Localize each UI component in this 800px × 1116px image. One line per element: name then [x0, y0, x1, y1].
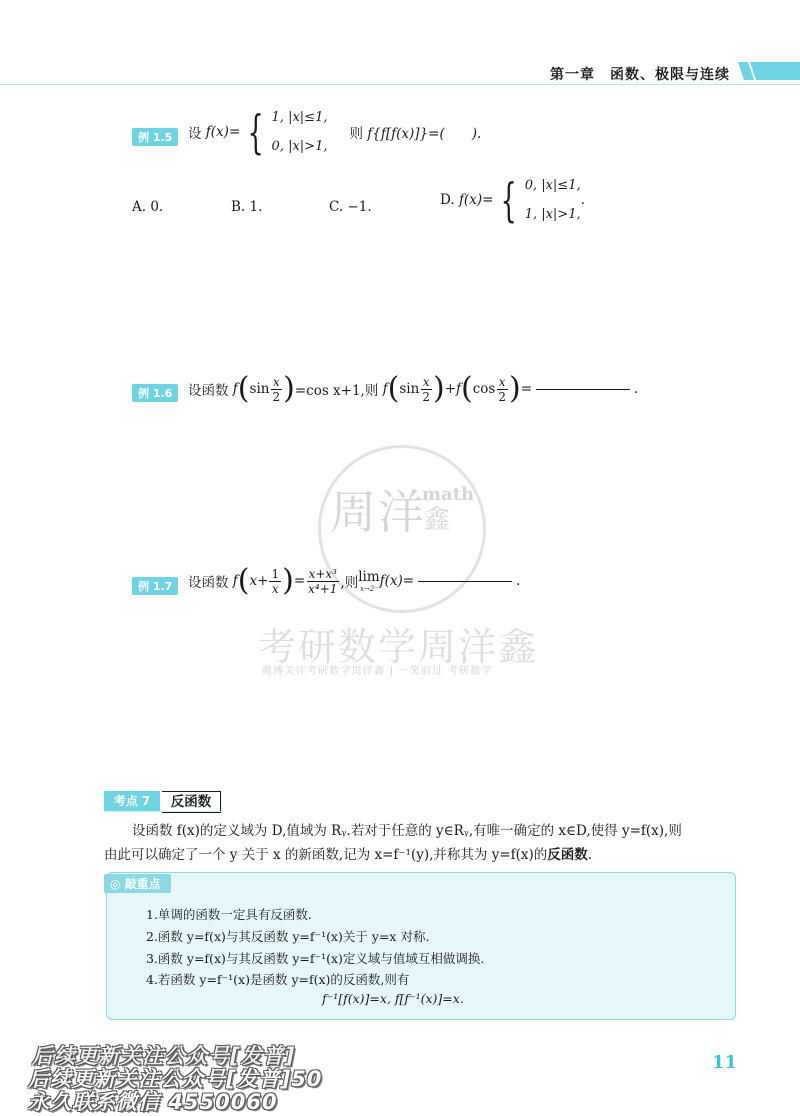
option-a: A. 0.	[132, 199, 164, 215]
limit-word: lim	[358, 569, 380, 585]
definition-line-2	[104, 842, 744, 868]
equals-sign: =	[520, 381, 533, 397]
f-symbol: f	[232, 381, 238, 397]
fraction	[420, 375, 432, 404]
case-2: 0, |x|>1,	[271, 139, 328, 154]
fraction-numerator: x	[498, 374, 506, 389]
fraction	[270, 375, 282, 404]
q-expr: f{f[f(x)]}=( ).	[367, 126, 482, 142]
fraction-numerator: x	[422, 374, 430, 389]
case-1: 0, |x|≤1,	[524, 178, 581, 193]
fraction	[306, 567, 339, 596]
example-1-6-question	[188, 371, 639, 406]
header-rule	[0, 84, 800, 85]
header-tab-decoration	[738, 62, 800, 80]
example-badge-1-6: 例 1.6	[132, 384, 178, 402]
q-end: .	[634, 381, 639, 397]
promo-line-3: 永久联系微信 4550060	[28, 1090, 278, 1114]
piecewise-cases	[272, 110, 328, 154]
definition-term: 反函数	[547, 847, 588, 863]
right-paren: )	[432, 371, 445, 406]
left-brace: {	[247, 105, 264, 159]
q-prefix: 设函数	[188, 383, 229, 399]
option-d-prefix: D.	[440, 192, 455, 208]
left-paren: (	[387, 371, 400, 406]
example-badge-1-7: 例 1.7	[132, 577, 178, 595]
f-symbol: f	[382, 381, 388, 397]
key-point-item: 4.若函数 y=f⁻¹(x)是函数 y=f(x)的反函数,则有	[146, 972, 410, 987]
right-paren: )	[283, 371, 295, 406]
answer-blank	[418, 581, 512, 582]
q-end: .	[516, 573, 521, 589]
option-c: C. −1.	[329, 199, 372, 215]
example-1-7-question: 设函数 f ( x+ $\frac{1}{x}$ ) = $\frac{\text{x+x³}}{\text{x⁴+1}}$ ,则 lim x→2⁻ f(x)= .	[188, 563, 521, 598]
watermark-math: math	[422, 484, 475, 505]
section-label: 考点 7	[104, 791, 160, 811]
fraction-denominator: 2	[272, 389, 281, 404]
left-paren: (	[237, 371, 250, 406]
watermark-logo-text: 周洋	[330, 485, 426, 539]
key-point-item: 1.单调的函数一定具有反函数.	[146, 907, 312, 922]
chapter-title: 第一章 函数、极限与连续	[550, 67, 730, 83]
promo-line-1: 后续更新关注公众号[发普]	[32, 1044, 296, 1068]
example-badge-1-5: 例 1.5	[132, 128, 178, 146]
definition-line-1: 设函数 f(x)的定义域为 D,值域为 Rᵧ.若对于任意的 y∈Rᵧ,有唯一确定的 x∈D,使得 y=f(x),则	[132, 823, 682, 839]
fraction-denominator: x	[271, 581, 279, 596]
limit-operator	[358, 569, 379, 593]
key-points-tag: ◎ 敲重点	[104, 874, 171, 893]
watermark-tagline: 微博关注考研数学周洋鑫 | 一笑而过 考研数学	[262, 666, 493, 677]
limit-expr: f(x)=	[379, 573, 415, 589]
case-2: 1, |x|>1,	[524, 207, 581, 222]
fraction-numerator: x+x³	[308, 566, 337, 581]
argument-x: x+	[249, 573, 269, 589]
option-d	[440, 173, 585, 227]
fraction	[269, 567, 281, 596]
f-symbol: f	[456, 381, 461, 397]
left-brace: {	[500, 173, 518, 227]
equation-rhs: =cos x+1,则	[294, 383, 379, 399]
right-paren: )	[282, 563, 294, 598]
fraction-denominator: 2	[422, 389, 430, 404]
left-paren: (	[237, 563, 250, 598]
watermark-main: 考研数学周洋鑫	[258, 625, 539, 669]
key-point-formula: f⁻¹[f(x)]=x, f[f⁻¹(x)]=x.	[322, 991, 464, 1006]
watermark-sub: 鑫	[424, 505, 451, 535]
limit-subscript: x→2⁻	[359, 585, 378, 593]
plus-sign: +	[444, 381, 456, 397]
page-number: 11	[712, 1052, 738, 1073]
sin-symbol: sin	[249, 381, 270, 397]
fraction-numerator: x	[272, 374, 280, 389]
piecewise-cases	[525, 178, 581, 222]
section-underline	[104, 811, 222, 812]
sin-symbol: sin	[399, 381, 420, 397]
q-prefix: 设函数	[188, 575, 229, 591]
q-func: f(x)=	[205, 124, 241, 140]
option-d-func: f(x)=	[458, 192, 494, 208]
answer-blank	[536, 389, 630, 390]
key-point-item: 2.函数 y=f(x)与其反函数 y=f⁻¹(x)关于 y=x 对称.	[146, 929, 430, 944]
option-b: B. 1.	[231, 199, 263, 215]
fraction-denominator: x⁴+1	[308, 581, 338, 596]
fraction	[496, 375, 508, 404]
q-then: ,则	[340, 575, 359, 591]
q-prefix: 设	[188, 126, 202, 142]
fraction-numerator: 1	[271, 566, 280, 581]
fraction-denominator: 2	[498, 389, 506, 404]
example-1-5-question	[188, 105, 482, 159]
case-1: 1, |x|≤1,	[271, 110, 328, 125]
left-paren: (	[461, 371, 473, 406]
f-symbol: f	[232, 573, 238, 589]
definition-text: 由此可以确定了一个 y 关于 x 的新函数,记为 x=f⁻¹(y),并称其为 y=f(x)的	[104, 847, 548, 863]
right-paren: )	[508, 371, 521, 406]
q-then: 则	[349, 126, 363, 142]
promo-line-2: 后续更新关注公众号[发普]50	[28, 1067, 323, 1091]
definition-end: .	[587, 847, 593, 863]
section-title: 反函数	[162, 791, 221, 813]
key-point-item: 3.函数 y=f(x)与其反函数 y=f⁻¹(x)定义域与值域互相做调换.	[146, 951, 485, 966]
option-d-end: .	[580, 192, 585, 208]
cos-symbol: cos	[472, 381, 496, 397]
